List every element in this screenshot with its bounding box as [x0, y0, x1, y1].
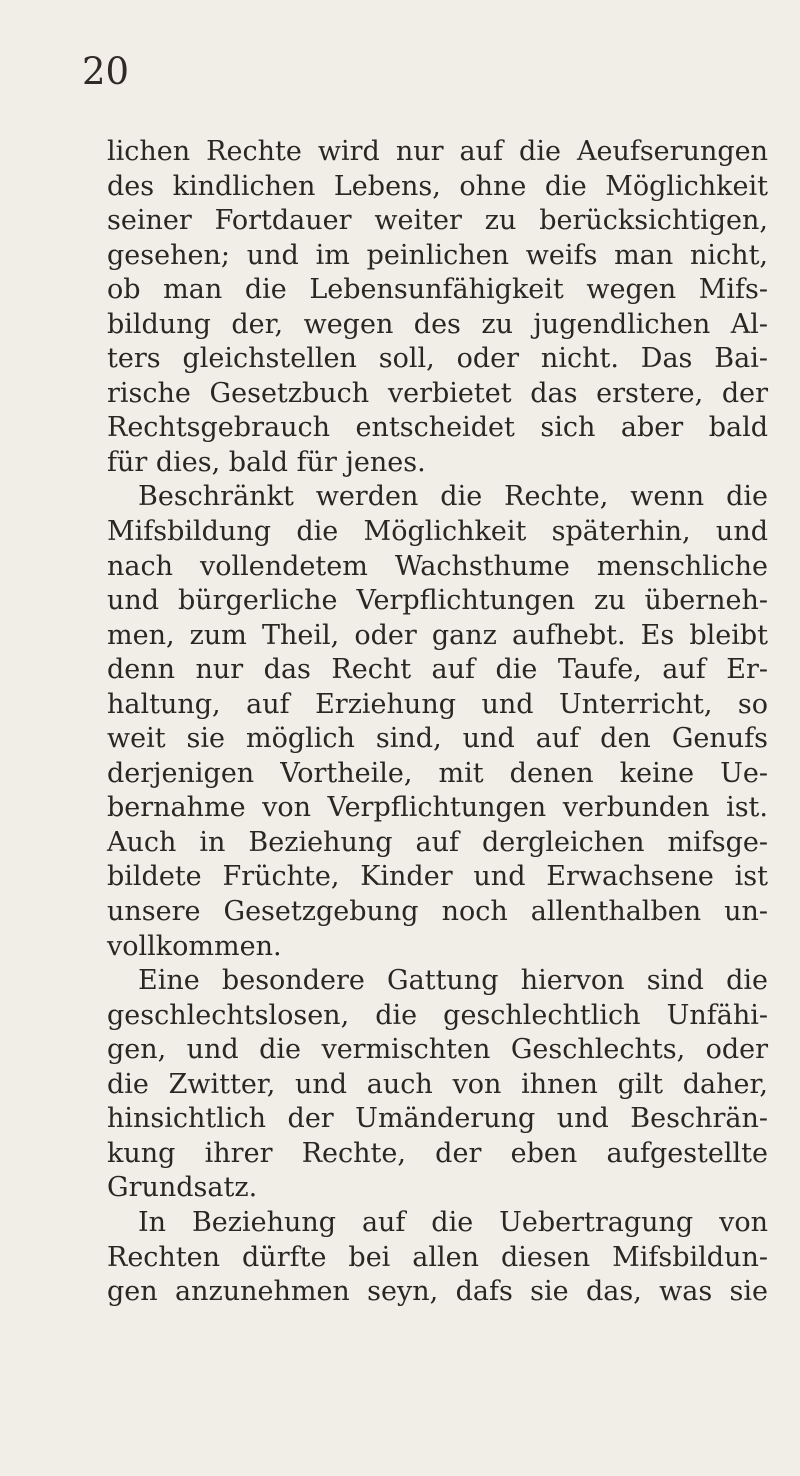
text-line: weit sie möglich sind, und auf den Genufs: [107, 723, 768, 755]
text-line: seiner Fortdauer weiter zu berücksichtigen,: [107, 205, 768, 237]
text-line: nach vollendetem Wachsthume menschliche: [107, 550, 768, 582]
text-line: ters gleichstellen soll, oder nicht. Das Bai-: [107, 343, 768, 375]
text-line: gen, und die vermischten Geschlechts, oder: [107, 1034, 768, 1066]
paragraph-start-line: Beschränkt werden die Rechte, wenn die: [138, 481, 768, 513]
text-line: geschlechtslosen, die geschlechtlich Unfähi-: [107, 999, 768, 1031]
text-line: gen anzunehmen seyn, dafs sie das, was sie: [107, 1276, 768, 1308]
text-line: gesehen; und im peinlichen weifs man nicht,: [107, 239, 768, 271]
paragraph-start-line: In Beziehung auf die Uebertragung von: [138, 1206, 768, 1238]
text-line: bildete Früchte, Kinder und Erwachsene ist: [107, 861, 768, 893]
text-line: men, zum Theil, oder ganz aufhebt. Es bleibt: [107, 619, 768, 651]
text-line: bildung der, wegen des zu jugendlichen Al-: [107, 308, 768, 340]
paragraph-start-line: Eine besondere Gattung hiervon sind die: [138, 965, 768, 997]
text-line: die Zwitter, und auch von ihnen gilt daher,: [107, 1068, 768, 1100]
text-line: haltung, auf Erziehung und Unterricht, so: [107, 688, 768, 720]
paragraph-end-line: Grundsatz.: [107, 1172, 258, 1204]
text-line: kung ihrer Rechte, der eben aufgestellte: [107, 1137, 768, 1169]
text-line: Rechtsgebrauch entscheidet sich aber bald: [107, 412, 768, 444]
text-line: unsere Gesetzgebung noch allenthalben un-: [107, 896, 768, 928]
text-line: rische Gesetzbuch verbietet das erstere, der: [107, 377, 768, 409]
body-text: [107, 135, 768, 1310]
text-line: lichen Rechte wird nur auf die Aeufserungen: [107, 136, 768, 167]
text-line: Mifsbildung die Möglichkeit späterhin, und: [107, 516, 768, 548]
text-line: hinsichtlich der Umänderung und Beschrän-: [107, 1103, 768, 1135]
text-line: bernahme von Verpflichtungen verbunden ist.: [107, 792, 768, 824]
paragraph-end-line: für dies, bald für jenes.: [107, 446, 426, 478]
paragraph-end-line: vollkommen.: [107, 930, 282, 962]
page-number: 20: [82, 50, 130, 93]
text-line: des kindlichen Lebens, ohne die Möglichkeit: [107, 170, 768, 202]
text-line: und bürgerliche Verpflichtungen zu überneh-: [107, 585, 768, 617]
text-line: ob man die Lebensunfähigkeit wegen Mifs-: [107, 274, 768, 306]
text-line: derjenigen Vortheile, mit denen keine Ue-: [107, 757, 768, 789]
text-line: Rechten dürfte bei allen diesen Mifsbildun-: [107, 1241, 768, 1273]
text-line: Auch in Beziehung auf dergleichen mifsge-: [107, 826, 768, 858]
text-line: denn nur das Recht auf die Taufe, auf Er-: [107, 654, 768, 686]
